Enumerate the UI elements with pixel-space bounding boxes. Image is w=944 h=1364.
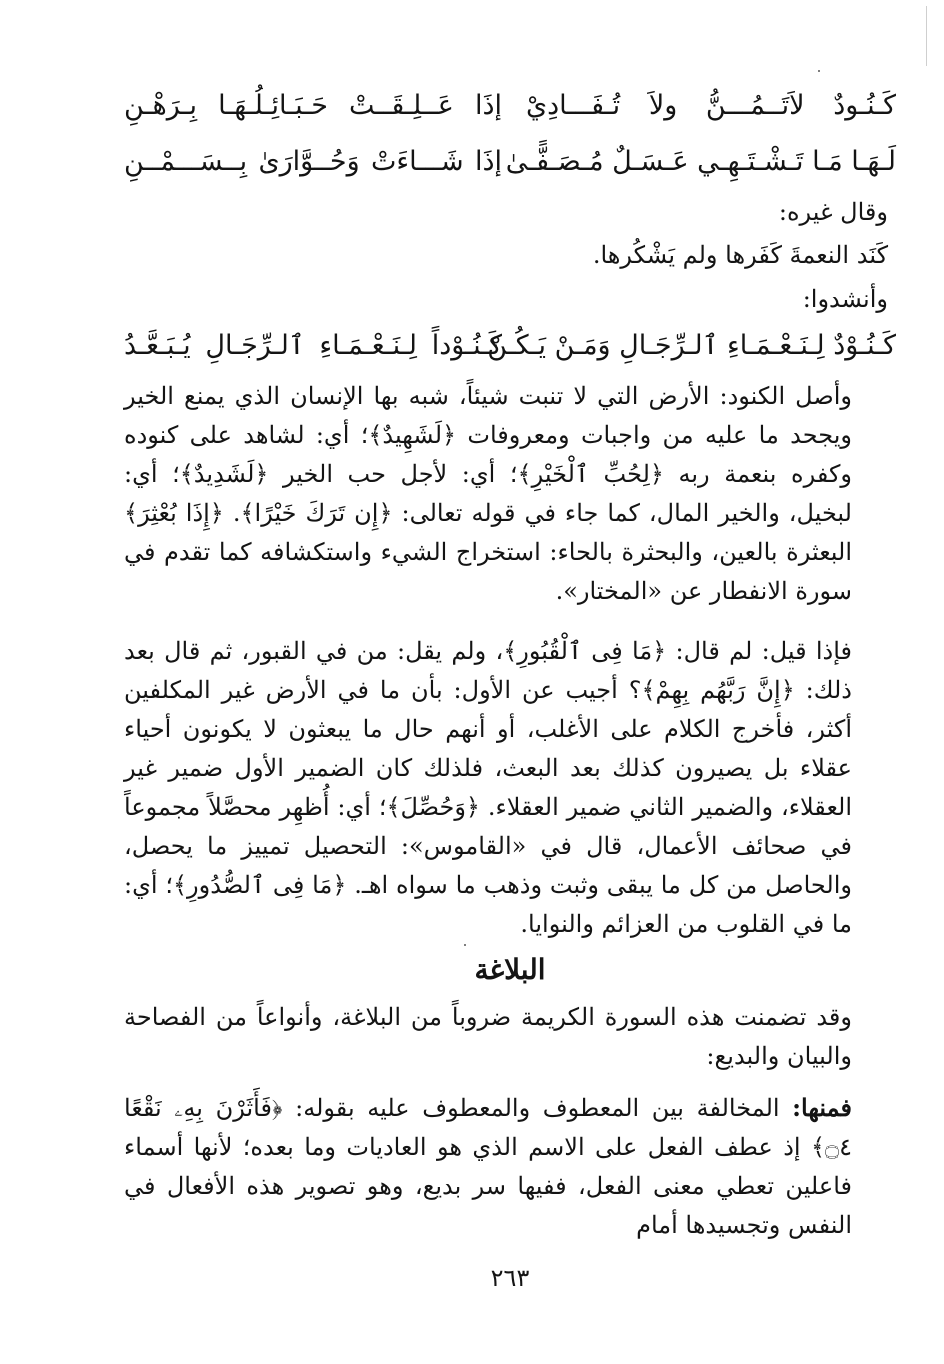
verse-line-2-first-hemistich: لَـهَـا مَـا تَـشْـتَـهِـي عَـسَـلٌ مُـصَـفًّـىٰ	[505, 146, 896, 177]
paragraph-1-text: وأصل الكنود: الأرض التي لا تنبت شيئاً، شبه بها الإنسان الذي يمنع الخير ويجحد ما عليه من واجبات ومعروفات ﴿لَشَهِيدٌ﴾؛ أي: لشاهد على كنوده وكفره بنعمة ربه ﴿لِحُبِّ ٱلْخَيْرِ﴾؛ أي: لأجل حب الخير ﴿لَشَدِيدٌ﴾؛ أي: لبخيل، والخير المال، كما جاء في قوله تعالى: ﴿إِن تَرَكَ خَيْرًا﴾. ﴿إِذَا بُعْثِرَ﴾ البعثرة بالعين، والبحثرة بالحاء: استخراج الشيء واستكشافه كما تقدم في سورة الانفطار عن «المختار».	[124, 382, 853, 605]
scan-speck	[818, 70, 820, 72]
paragraph-first-point	[124, 1088, 896, 1245]
paragraph-kanud	[124, 377, 896, 611]
page-number: ٢٦٣	[490, 1264, 530, 1292]
intro-other: وقال غيره:	[778, 198, 888, 226]
paragraph-4-body: المخالفة بين المعطوف والمعطوف عليه بقوله: ﴿فَأَثَرْنَ بِهِۦ نَقْعًا ۝٤﴾ إذ عطف الفعل على الاسم الذي هو العاديات وما بعده؛ لأنها أسماء فاعلين تعطي معنى الفعل، ففيها سر بديع، وهو تصوير هذه الأفعال في النفس وتجسيدها أمام	[124, 1094, 852, 1239]
paragraph-3-text: وقد تضمنت هذه السورة الكريمة ضروباً من البلاغة، وأنواعاً من الفصاحة والبيان والبديع:	[124, 1003, 852, 1070]
verse-line-2-second-hemistich: إذَا شَـــاءَتْ وَحُــوَّارَىٰ بِــسَـــمْــنِ	[124, 146, 502, 177]
scan-edge-mark	[926, 6, 927, 66]
scan-speck	[464, 944, 466, 946]
verse-line-3-second-hemistich: كَـنُـوْداً لِـنَـعْـمَـاءِ ٱلـرِّجَـالِ يُـبَـعَّـدُ	[124, 330, 502, 361]
paragraph-4-lead: فمنها:	[792, 1093, 852, 1122]
verse-line-2	[124, 140, 896, 184]
paragraph-2-text: فإذا قيل: لم قال: ﴿مَا فِى ٱلْقُبُورِ﴾، ولم يقل: من في القبور، ثم قال بعد ذلك: ﴿إِنَّ رَبَّهُم بِهِمْ﴾؟ أجيب عن الأول: بأن ما في الأرض غير المكلفين أكثر، فأخرج الكلام على الأغلب، أو أنهم حال ما يبعثون لا يكونون أحياء عقلاء بل يصيرون كذلك بعد البعث، فلذلك كان الضمير الأول ضمير غير العقلاء، والضمير الثاني ضمير العقلاء. ﴿وَحُصِّلَ﴾؛ أي: أُظهِر محصَّلاً مجموعاً في صحائف الأعمال، قال في «القاموس»: التحصيل تمييز ما يحصل، والحاصل من كل ما يبقى وثبت وذهب ما سواه اهـ. ﴿مَا فِى ٱلصُّدُورِ﴾؛ أي: ما في القلوب من العزائم والنوايا.	[124, 637, 853, 938]
verse-line-3-first-hemistich: كَـنُـوْدٌ لِـنَـعْـمَـاءِ ٱلـرِّجَـالِ وَمَـنْ يَـكُـنْ	[487, 330, 896, 361]
verse-line-3	[124, 324, 896, 368]
definition-line: كَنَد النعمةَ كَفَرها ولم يَشْكُرها.	[592, 241, 888, 269]
section-heading: البلاغة	[474, 953, 546, 986]
paragraph-4-text	[124, 1088, 896, 1245]
intro-recited: وأنشدوا:	[802, 285, 888, 313]
verse-line-1-second-hemistich: إذَا عَــلِـقَــتْ حَـبَـائِـلُـهَـا بِـرَهْـنِ	[124, 90, 502, 121]
paragraph-question	[124, 632, 896, 944]
verse-line-1	[124, 84, 896, 128]
paragraph-balagha-intro	[124, 998, 896, 1076]
verse-line-1-first-hemistich: كَـنُـودٌ لاَتَــمُـــنُّ ولاَ تُـفَـــادِيْ	[526, 90, 896, 121]
